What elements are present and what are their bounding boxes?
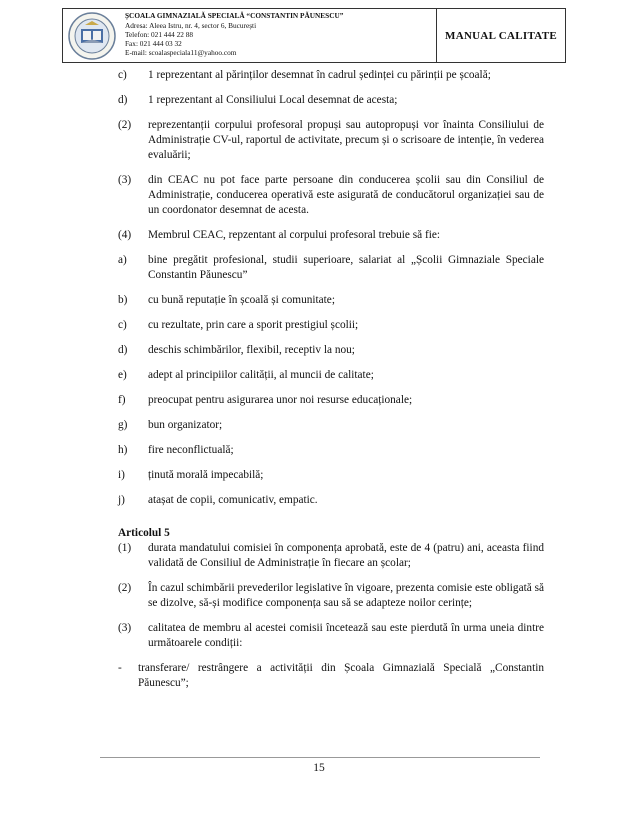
- dash-list-item: [118, 661, 544, 691]
- document-header: [62, 8, 566, 63]
- list-item: [118, 253, 544, 283]
- document-title: MANUAL CALITATE: [445, 29, 557, 42]
- list-item: [118, 68, 544, 83]
- list-item: [118, 393, 544, 408]
- list-item: [118, 493, 544, 508]
- school-contact-info: [121, 9, 437, 62]
- list-text: 1 reprezentant al părinților desemnat în cadrul ședinței cu părinții pe școală;: [148, 69, 491, 81]
- list-text: 1 reprezentant al Consiliului Local desemnat de acesta;: [148, 94, 398, 106]
- list-marker: (3): [118, 174, 132, 186]
- list-marker: h): [118, 444, 128, 456]
- list-text: atașat de copii, comunicativ, empatic.: [148, 494, 318, 506]
- page-number: 15: [313, 762, 325, 774]
- list-item: [118, 468, 544, 483]
- list-marker: (2): [118, 582, 132, 594]
- list-text: calitatea de membru al acestei comisii încetează sau este pierdută în urma uneia dintre următoarele condiții:: [148, 622, 544, 649]
- list-item: [118, 343, 544, 358]
- list-item: [118, 368, 544, 383]
- list-text: din CEAC nu pot face parte persoane din conducerea școlii sau din Consiliul de Administrație, conducerea operativă este asigurată de conducătorul organizației sau de un coordonator desemnat de acesta.: [148, 174, 544, 216]
- list-item: [118, 443, 544, 458]
- list-text: deschis schimbărilor, flexibil, receptiv la nou;: [148, 344, 355, 356]
- list-item: [118, 418, 544, 433]
- list-marker: (3): [118, 622, 132, 634]
- school-email: E-mail: scoalaspeciala11@yahoo.com: [125, 48, 237, 57]
- list-marker: b): [118, 294, 128, 306]
- list-item: [118, 293, 544, 308]
- list-text: transferare/ restrângere a activității din Școala Gimnazială Specială „Constantin Păunescu”;: [138, 662, 544, 689]
- article-item: [118, 581, 544, 611]
- footer-divider: [100, 757, 540, 758]
- list-text: Membrul CEAC, repzentant al corpului profesoral trebuie să fie:: [148, 229, 441, 241]
- list-marker: c): [118, 319, 127, 331]
- list-marker: (1): [118, 542, 132, 554]
- list-marker: c): [118, 69, 127, 81]
- school-name: ȘCOALA GIMNAZIALĂ SPECIALĂ “CONSTANTIN PĂUNESCU”: [125, 11, 344, 20]
- list-marker: j): [118, 494, 125, 506]
- list-marker: i): [118, 469, 125, 481]
- dash-marker: -: [118, 662, 122, 674]
- list-marker: g): [118, 419, 128, 431]
- list-text: reprezentanții corpului profesoral propuși sau autopropuși vor înainta Consiliului de Administrație CV-ul, raportul de activitate, precum și o scrisoare de intenție, în vederea evaluării;: [148, 119, 544, 161]
- school-seal-icon: [67, 11, 117, 61]
- list-item: [118, 118, 544, 163]
- list-item: [118, 173, 544, 218]
- list-text: fire neconflictuală;: [148, 444, 234, 456]
- list-item: [118, 93, 544, 108]
- list-text: ținută morală impecabilă;: [148, 469, 264, 481]
- list-marker: e): [118, 369, 127, 381]
- list-item: [118, 318, 544, 333]
- list-text: bun organizator;: [148, 419, 223, 431]
- school-logo: [63, 9, 121, 62]
- list-marker: (4): [118, 229, 132, 241]
- list-text: bine pregătit profesional, studii superioare, salariat al „Școlii Gimnaziale Speciale Constantin Păunescu”: [148, 254, 544, 281]
- list-text: cu rezultate, prin care a sporit prestigiul școlii;: [148, 319, 359, 331]
- list-marker: (2): [118, 119, 132, 131]
- list-marker: d): [118, 344, 128, 356]
- article-item: [118, 621, 544, 651]
- list-text: preocupat pentru asigurarea unor noi resurse educaționale;: [148, 394, 413, 406]
- article-title: Articolul 5: [118, 527, 170, 539]
- list-marker: d): [118, 94, 128, 106]
- list-marker: f): [118, 394, 126, 406]
- list-text: durata mandatului comisiei în componența aprobată, este de 4 (patru) ani, aceasta fiind validată de Consiliul de Administrație în fiecare an școlar;: [148, 542, 544, 569]
- list-text: În cazul schimbării prevederilor legislative în vigoare, prezenta comisie este obligată să se dizolve, să-și modifice componența sau să se adapteze noilor cerințe;: [148, 582, 544, 609]
- page-content: [118, 68, 544, 691]
- list-item: [118, 228, 544, 243]
- school-phone: Telefon: 021 444 22 88: [125, 30, 193, 39]
- school-address: Adresa: Aleea Istru, nr. 4, sector 6, București: [125, 21, 257, 30]
- list-text: adept al principiilor calității, al muncii de calitate;: [148, 369, 374, 381]
- list-marker: a): [118, 254, 127, 266]
- article-item: [118, 541, 544, 571]
- list-text: cu bună reputație în școală și comunitate;: [148, 294, 335, 306]
- school-fax: Fax: 021 444 03 32: [125, 39, 182, 48]
